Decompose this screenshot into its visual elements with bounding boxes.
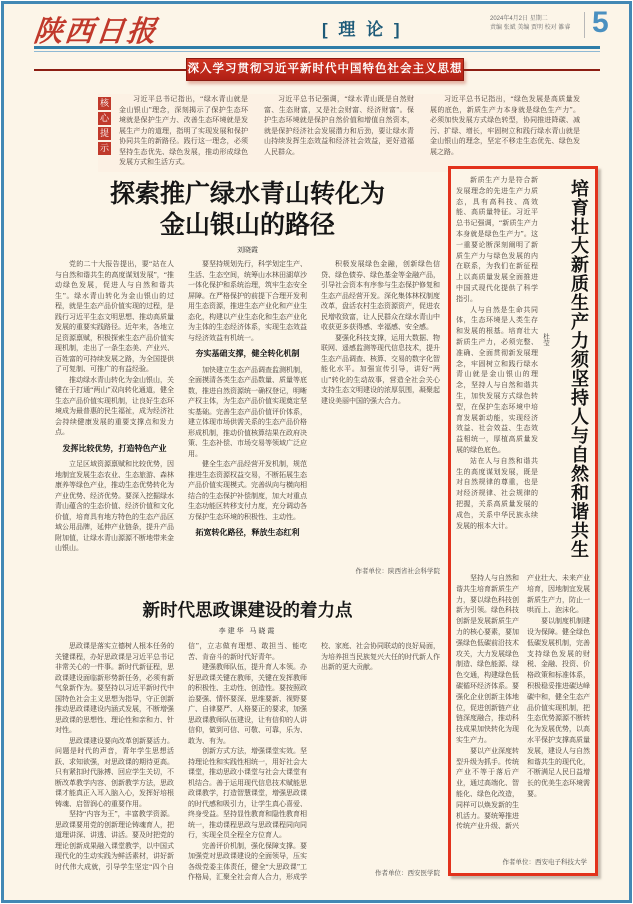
article1-headline-line1: 探索推广绿水青山转化为 — [109, 180, 385, 208]
body-paragraph: 坚持“内容为王”，丰富教学资源。思政课要用党的创新理论铸魂育人，把道理讲深、讲透、讲活。要及时把党的理论创新成果融入课堂教学，以中国式现代化的生动实践为鲜活素材，讲好新时代伟大成就，引导学生坚定“四个自信”，立志做有理想、敢担当、能吃苦、肯奋斗的新时代好青年。 — [55, 642, 307, 871]
article1-author: 刘晓霞 — [237, 246, 258, 254]
header-divider — [584, 12, 585, 38]
intro-label-char: 示 — [99, 143, 109, 153]
body-paragraph: 人与自然是生命共同体，生态环境是人类生存和发展的根基。培育壮大新质生产力，必须完整、准确、全面贯彻新发展理念，牢固树立和践行绿水青山就是金山银山的理念，坚持人与自然和谐共生，加快发展方式绿色转型，在保护生态环境中培育发展新动能，实现经济效益、社会效益、生态效益相统一，厚植高质量发展的绿色底色。 — [456, 305, 538, 454]
date-staff-block — [490, 15, 580, 33]
column-subhead: 夯实基础支撑，健全转化机制 — [195, 349, 300, 358]
body-paragraph: 立足区域资源禀赋和比较优势，因地制宜发展生态农业、生态旅游、森林康养等绿色产业，推动生态优势转化为产业优势、经济优势。要深入挖掘绿水青山蕴含的生态价值、经济价值和文化价值，培育具有地方特色的生态产品区域公用品牌，延伸产业链条，提升产品附加值，让绿水青山源源不断地带来金山银山。 — [55, 460, 174, 552]
section-title: [ 理 论 ] — [322, 20, 403, 39]
body-paragraph: 要坚持规划先行，科学划定生产、生活、生态空间，统筹山水林田湖草沙一体化保护和系统治理，筑牢生态安全屏障。在严格保护的前提下合理开发利用生态资源，推进生态产业化和产业生态化，构建以产业生态化和生态产业化为主体的生态经济体系，实现生态效益与经济效益有机统一。 — [188, 260, 307, 342]
intro-label-char: 提 — [99, 128, 109, 138]
article1-headline-line2: 金山银山的路径 — [159, 211, 335, 239]
body-paragraph: 坚持人与自然和谐共生培育新质生产力，要以绿色科技创新为引领。绿色科技创新是发展新质生产力的核心要素，要加强绿色低碳前沿技术攻关，大力发展绿色制造、绿色能源、绿色交通，构建绿色低碳循环经济体系。要强化企业创新主体地位，促进创新链产业链深度融合，推动科技成果加快转化为现实生产力。 — [456, 574, 519, 744]
body-paragraph: 积极发展绿色金融，创新绿色信贷、绿色债券、绿色基金等金融产品，引导社会资本有序参与生态保护修复和生态产品经营开发。深化集体林权制度改革，盘活农村生态资源资产，促进农民增收致富，让人民群众在绿水青山中收获更多获得感、幸福感、安全感。 — [321, 260, 440, 331]
staff-line: 责编 张斌 美编 贾明 校对 雒睿 — [490, 25, 571, 31]
header-rule — [34, 46, 600, 52]
body-paragraph: 要强化科技支撑，运用大数据、物联网、遥感监测等现代信息技术，提升生态产品调查、核算、交易的数字化智能化水平。加强宣传引导，讲好“两山”转化的生动故事，营造全社会关心支持生态文明建设的浓厚氛围，凝聚起建设美丽中国的强大合力。 — [321, 333, 440, 405]
body-paragraph: 完善评价机制，强化保障支撑。要加强党对思政课建设的全面领导，压实各级党委主体责任，健全“大思政课”工作格局，汇聚全社会育人合力，形成学校、家庭、社会协同联动的良好局面，为培养担当民族复兴大任的时代新人作出新的更大贡献。 — [188, 642, 440, 881]
feature-body — [456, 573, 590, 835]
newspaper-masthead: 陕西日报 — [32, 16, 160, 48]
feature-article-box — [448, 166, 598, 876]
article1-headline — [55, 179, 440, 241]
article2-attribution: 作者单位：西安医学院 — [375, 870, 440, 877]
article2-headline: 新时代思政课建设的着力点 — [142, 600, 353, 620]
feature-attribution: 作者单位：西安电子科技大学 — [502, 859, 587, 866]
body-paragraph: 推动绿水青山转化为金山银山，关键在于打通“两山”双向转化通道，健全生态产品价值实现机制，让良好生态环境成为最普惠的民生福祉，成为经济社会持续健康发展的重要支撑点和发力点。 — [55, 375, 174, 436]
body-paragraph: 要以制度机制建设为保障。健全绿色低碳发展机制，完善支持绿色发展的财税、金融、投资、价格政策和标准体系，积极稳妥推进碳达峰碳中和，健全生态产品价值实现机制，把生态优势源源不断转化为发展优势，以高水平保护支撑高质量发展，建设人与自然和谐共生的现代化，不断满足人民日益增长的优美生态环境需要。 — [527, 617, 590, 798]
body-paragraph: 建强教师队伍，提升育人本领。办好思政课关键在教师，关键在发挥教师的积极性、主动性、创造性。要按照政治要强、情怀要深、思维要新、视野要广、自律要严、人格要正的要求，加强思政课教师队伍建设，让有信仰的人讲信仰，做到可信、可敬、可靠，乐为、敢为、有为。 — [188, 663, 307, 745]
date-line: 2024年4月2日 星期二 — [490, 16, 548, 22]
body-paragraph: 习近平总书记强调，“绿水青山既是自然财富、生态财富，又是社会财富、经济财富”。保护生态环境就是保护自然价值和增值自然资本，就是保护经济社会发展潜力和后劲，要让绿水青山持续发挥生态效益和经济社会效益，更好造福人民群众。 — [264, 95, 414, 156]
body-paragraph: 习近平总书记指出，“绿水青山就是金山银山”理念，深刻揭示了保护生态环境就是保护生产力、改善生态环境就是发展生产力的道理，指明了实现发展和保护协同共生的新路径。践行这一理念，必须坚持生态优先、绿色发展，推动形成绿色发展方式和生活方式。 — [119, 95, 248, 166]
page-number: 5 — [592, 6, 609, 39]
theme-banner: 深入学习贯彻习近平新时代中国特色社会主义思想 — [186, 58, 464, 81]
article2-authors: 李建华 马晓霞 — [218, 627, 277, 635]
body-paragraph: 站在人与自然和谐共生的高度谋划发展，既是对自然规律的尊重，也是对经济规律、社会规律的把握，关系高质量发展的成色，关系中华民族永续发展的根本大计。 — [456, 456, 538, 530]
feature-title-area — [538, 175, 590, 567]
feature-lead-column — [456, 175, 538, 567]
intro-label-char: 核 — [99, 98, 109, 108]
body-paragraph: 习近平总书记指出，“绿色发展是高质量发展的底色，新质生产力本身就是绿色生产力”。必须加快发展方式绿色转型，协同推进降碳、减污、扩绿、增长，牢固树立和践行绿水青山就是金山银山的理念，坚定不移走生态优先、绿色发展之路。 — [430, 95, 580, 156]
intro-section — [98, 94, 580, 172]
feature-vertical-headline: 培育壮大新质生产力须坚持人与自然和谐共生 — [569, 179, 589, 559]
body-paragraph: 新质生产力是符合新发展理念的先进生产力质态，具有高科技、高效能、高质量特征。习近平总书记强调，“新质生产力本身就是绿色生产力”。这一重要论断深刻阐明了新质生产力与绿色发展的内在联系，为我们在新征程上以高质量发展全面推进中国式现代化提供了科学指引。 — [456, 176, 538, 303]
article1-attribution: 作者单位：陕西省社会科学院 — [355, 568, 440, 575]
intro-label — [98, 97, 113, 157]
body-paragraph: 加快建立生态产品调查监测机制，全面摸清各类生态产品数量、质量等底数，推进自然资源统一确权登记，明晰产权主体，为生态产品价值实现奠定坚实基础。完善生态产品价值评价体系，建立体现市场供需关系的生态产品价格形成机制，推动价值核算结果在政府决策、生态补偿、市场交易等领域广泛应用。 — [188, 365, 307, 458]
body-paragraph: 要以产业深度转型升级为抓手。传统产业不等于落后产业，通过高端化、智能化、绿色化改造，同样可以焕发新的生机活力。要统筹推进传统产业升级、新兴产业壮大、未来产业培育，因地制宜发展新质生产力，防止一哄而上、泡沫化。 — [456, 574, 590, 831]
column-subhead: 发挥比较优势，打造特色产业 — [62, 443, 167, 453]
body-paragraph: 健全生态产品经营开发机制，规范推进生态资源权益交易，不断拓展生态产品价值实现模式。完善纵向与横向相结合的生态保护补偿制度，加大对重点生态功能区转移支付力度，充分调动各方保护生态环境的积极性、主动性。 — [188, 460, 307, 521]
article1-body — [55, 259, 440, 561]
feature-author: 杜莹 — [542, 333, 549, 346]
body-paragraph: 党的二十大报告提出，要“站在人与自然和谐共生的高度谋划发展”，“推动绿色发展，促进人与自然和谐共生”。绿水青山转化为金山银山的过程，就是生态产品价值实现的过程，是践行习近平生态文明思想、推动高质量发展的重要实践路径。近年来，各地立足资源禀赋，积极探索生态产品价值实现机制，走出了一条生态美、产业兴、百姓富的可持续发展之路，为全国提供了可复制、可推广的有益经验。 — [55, 260, 174, 373]
intro-label-char: 心 — [99, 113, 109, 123]
body-paragraph: 思政课是落实立德树人根本任务的关键课程，办好思政课是习近平总书记非常关心的一件事。新时代新征程，思政课建设面临新形势新任务，必须有新气象新作为。要坚持以习近平新时代中国特色社会主义思想为指导，守正创新推动思政课建设内涵式发展，不断增强思政课的思想性、理论性和亲和力、针对性。 — [55, 642, 174, 734]
body-paragraph: 创新方式方法，增强课堂实效。坚持理论性和实践性相统一，用好社会大课堂，推动思政小课堂与社会大课堂有机结合。善于运用现代信息技术赋能思政课教学，打造智慧课堂，增强思政课的时代感和吸引力，让学生真心喜爱、终身受益。坚持显性教育和隐性教育相统一，推动课程思政与思政课程同向同行，实现全员全程全方位育人。 — [188, 747, 307, 839]
column-subhead: 拓宽转化路径，释放生态红利 — [195, 528, 300, 537]
article2-body — [55, 641, 440, 889]
feature-top-section — [456, 175, 590, 567]
body-paragraph: 思政课建设要向改革创新要活力。问题是时代的声音，青年学生思想活跃、求知欲强，对思政课的期待更高。只有紧扣时代脉搏、回应学生关切，不断改革教学内容、创新教学方法，思政课才能真正入耳入脑入心，发挥好培根铸魂、启智润心的重要作用。 — [55, 736, 174, 808]
